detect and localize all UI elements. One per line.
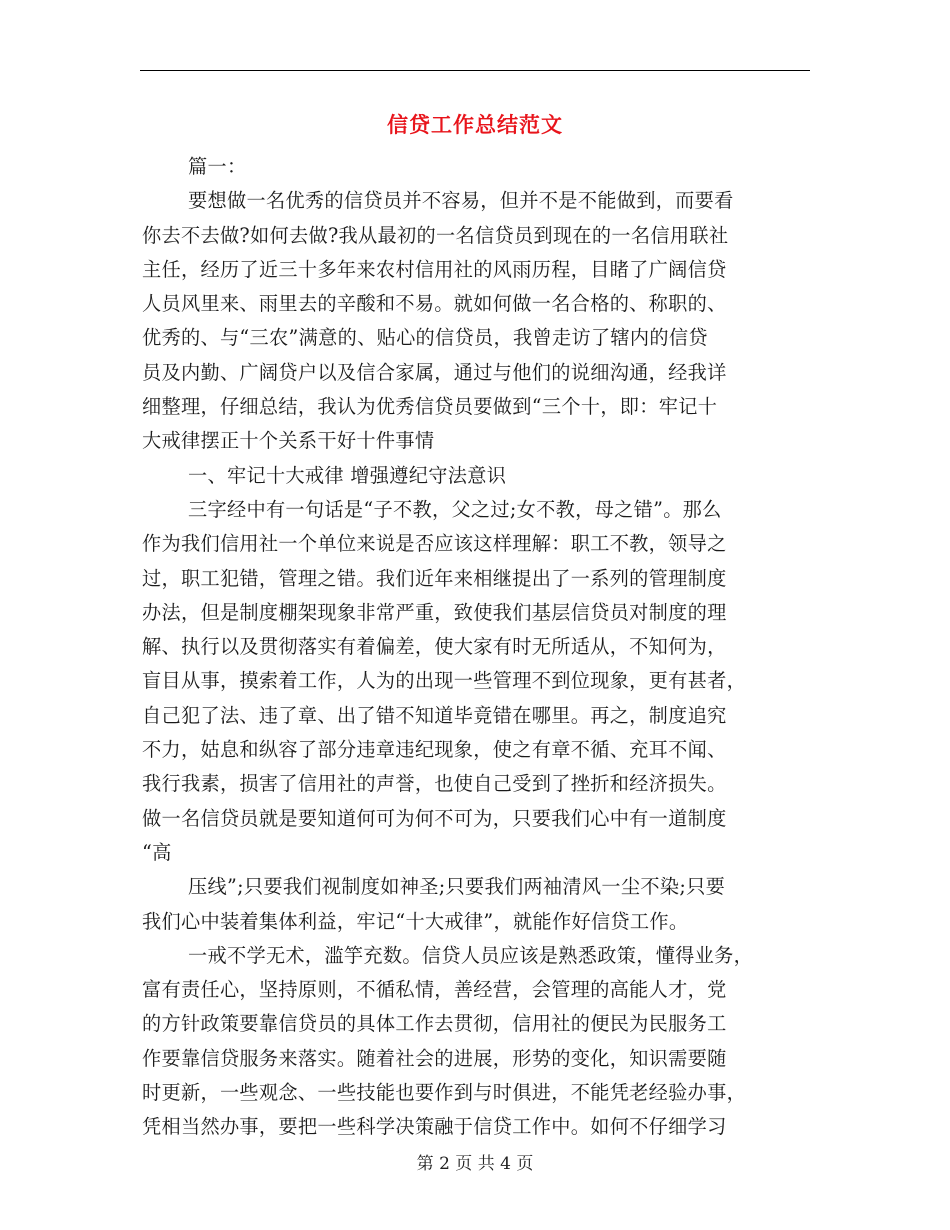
- document-body: [142, 150, 810, 1145]
- document-title: 信贷工作总结范文: [387, 113, 563, 137]
- paragraph-line: 的方针政策要靠信贷员的具体工作去贯彻，信用社的便民为民服务工: [142, 1012, 727, 1036]
- paragraph-line: 时更新，一些观念、一些技能也要作到与时俱进，不能凭老经验办事，: [142, 1081, 747, 1105]
- paragraph-line: 人员风里来、雨里去的辛酸和不易。就如何做一名合格的、称职的、: [142, 292, 727, 316]
- paragraph-line: 大戒律摆正十个关系干好十件事情: [142, 429, 435, 453]
- paragraph-line: “高: [142, 840, 172, 864]
- section-heading-1: 篇一：: [188, 155, 247, 178]
- paragraph-line: 做一名信贷员就是要知道何可为何不可为，只要我们心中有一道制度: [142, 806, 727, 830]
- page-number-footer: 第 2 页 共 4 页: [416, 1154, 534, 1174]
- paragraph-line: 我行我素，损害了信用社的声誉，也使自己受到了挫折和经济损失。: [142, 772, 727, 796]
- paragraph-line: 凭相当然办事，要把一些科学决策融于信贷工作中。如何不仔细学习: [142, 1115, 727, 1139]
- paragraph-line: 压线”;只要我们视制度如神圣;只要我们两袖清风一尘不染;只要: [188, 875, 726, 899]
- paragraph-line: 三字经中有一句话是“子不教，父之过;女不教，母之错”。那么: [188, 497, 722, 521]
- paragraph-line: 细整理，仔细总结，我认为优秀信贷员要做到“三个十，即：牢记十: [142, 395, 718, 419]
- paragraph-line: 优秀的、与“三农”满意的、贴心的信贷员，我曾走访了辖内的信贷: [142, 326, 708, 350]
- paragraph-line: 办法，但是制度棚架现象非常严重，致使我们基层信贷员对制度的理: [142, 600, 727, 624]
- paragraph-line: 自己犯了法、违了章、出了错不知道毕竟错在哪里。再之，制度追究: [142, 703, 727, 727]
- paragraph-line: 主任，经历了近三十多年来农村信用社的风雨历程，目睹了广阔信贷: [142, 257, 727, 281]
- paragraph-line: 解、执行以及贯彻落实有着偏差，使大家有时无所适从，不知何为，: [142, 635, 727, 659]
- header-rule: [140, 70, 810, 71]
- paragraph-line: 你去不去做?如何去做?我从最初的一名信贷员到现在的一名信用联社: [142, 223, 729, 247]
- section-heading-2: 一、牢记十大戒律 增强遵纪守法意识: [188, 463, 507, 487]
- paragraph-line: 一戒不学无术，滥竽充数。信贷人员应该是熟悉政策，懂得业务，: [188, 943, 754, 967]
- paragraph-line: 不力，姑息和纵容了部分违章违纪现象，使之有章不循、充耳不闻、: [142, 738, 727, 762]
- paragraph-line: 我们心中装着集体利益，牢记“十大戒律”，就能作好信贷工作。: [142, 909, 689, 933]
- paragraph-line: 盲目从事，摸索着工作，人为的出现一些管理不到位现象，更有甚者，: [142, 669, 747, 693]
- paragraph-line: 富有责任心，坚持原则，不循私情，善经营，会管理的高能人才，党: [142, 978, 727, 1002]
- paragraph-line: 要想做一名优秀的信贷员并不容易，但并不是不能做到，而要看: [188, 189, 734, 213]
- paragraph-line: 过，职工犯错，管理之错。我们近年来相继提出了一系列的管理制度: [142, 566, 727, 590]
- paragraph-line: 作为我们信用社一个单位来说是否应该这样理解：职工不教，领导之: [142, 532, 727, 556]
- paragraph-line: 作要靠信贷服务来落实。随着社会的进展，形势的变化，知识需要随: [142, 1046, 727, 1070]
- paragraph-line: 员及内勤、广阔贷户以及信合家属，通过与他们的说细沟通，经我详: [142, 360, 727, 384]
